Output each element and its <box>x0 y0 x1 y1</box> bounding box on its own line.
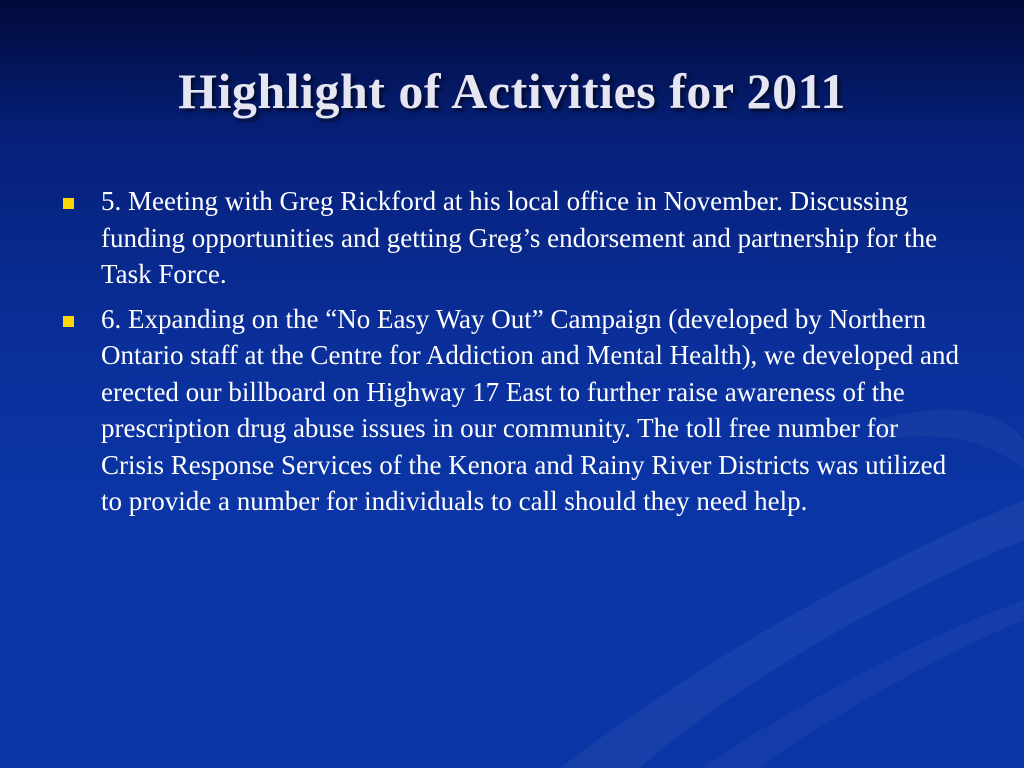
slide-title: Highlight of Activities for 2011 <box>178 63 846 119</box>
square-bullet-icon <box>63 316 74 327</box>
bullet-list <box>60 183 960 528</box>
square-bullet-icon <box>63 198 74 209</box>
bullet-item <box>60 301 960 520</box>
bullet-text: 6. Expanding on the “No Easy Way Out” Campaign (developed by Northern Ontario staff at the Centre for Addiction and Mental Health), we developed and erected our billboard on Highway 17 East to further raise awareness of the prescription drug abuse issues in our community. The toll free number for Crisis Response Services of the Kenora and Rainy River Districts was utilized to provide a number for individuals to call should they need help. <box>101 303 959 516</box>
bullet-text: 5. Meeting with Greg Rickford at his local office in November. Discussing funding opportunities and getting Greg’s endorsement and partnership for the Task Force. <box>101 186 938 289</box>
bullet-item <box>60 183 960 293</box>
